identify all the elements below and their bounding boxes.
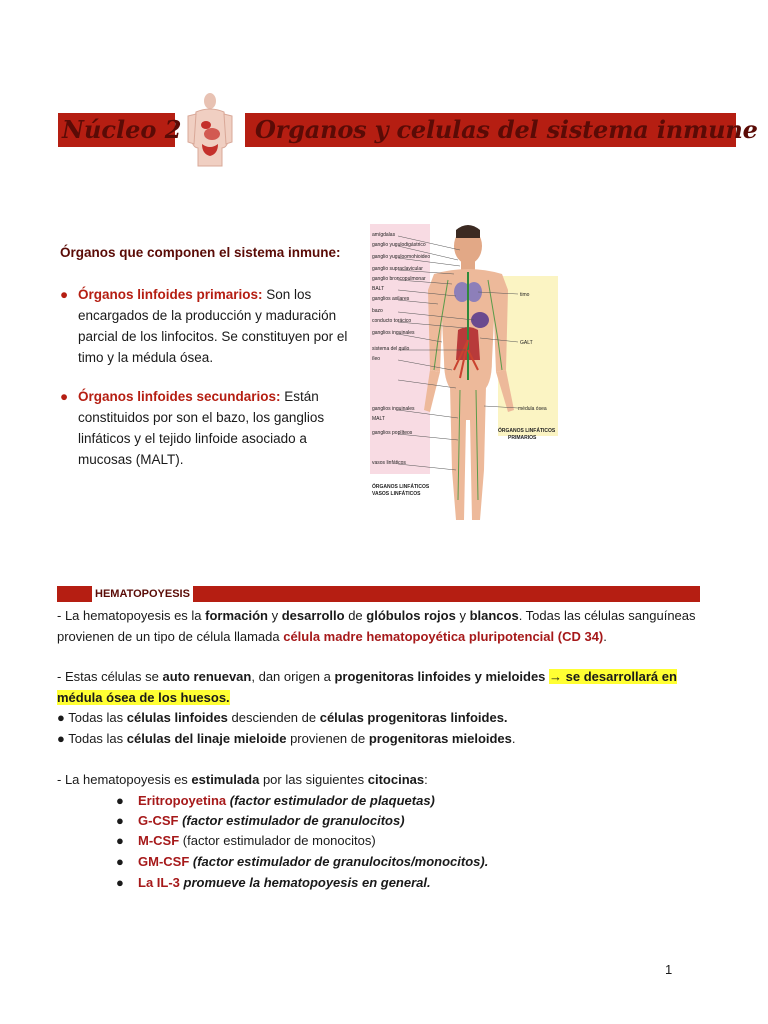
svg-text:BALT: BALT — [372, 286, 385, 292]
text-bold: auto renuevan — [162, 669, 252, 684]
cytokine-desc: (factor estimulador de granulocitos) — [178, 813, 405, 828]
text-bold: blancos — [469, 608, 519, 623]
svg-text:amígdalas: amígdalas — [372, 232, 396, 238]
bullet-dot: ● — [60, 287, 69, 302]
text: y — [455, 608, 470, 623]
cytokine-item — [116, 852, 488, 873]
bullet-secondary-label: Órganos linfoides secundarios: — [78, 389, 281, 404]
cytokine-name: M-CSF — [138, 833, 180, 848]
text: - La hematopoyesis es la — [57, 608, 206, 623]
human-torso-icon — [182, 92, 238, 168]
text: descienden de — [227, 710, 320, 725]
svg-text:bazo: bazo — [372, 308, 383, 314]
bullet-dot: ● — [116, 813, 124, 828]
cytokine-desc: (factor estimulador de plaquetas) — [226, 793, 435, 808]
cytokine-name: GM-CSF — [138, 854, 190, 869]
cytokine-item — [116, 811, 405, 832]
text-bold: células del linaje mieloide — [126, 731, 287, 746]
text-bold: estimulada — [191, 772, 260, 787]
text-bold: progenitoras mieloides — [368, 731, 512, 746]
text-bold: células linfoides — [126, 710, 228, 725]
text-bold: formación — [205, 608, 268, 623]
svg-text:ganglios inguinales: ganglios inguinales — [372, 330, 415, 336]
bullet-dot: ● — [116, 854, 124, 869]
svg-text:GALT: GALT — [520, 340, 533, 346]
text: . Todas las células sanguíneas provienen de un tipo de célula llamada — [57, 608, 696, 644]
text: por las siguientes — [259, 772, 368, 787]
intro-heading: Órganos que componen el sistema inmune: — [60, 245, 341, 260]
cytokine-desc: (factor estimulador de granulocitos/monocitos). — [189, 854, 489, 869]
paragraph-renewal — [57, 667, 707, 708]
page-number: 1 — [665, 962, 673, 977]
bullet-secondary-text: Están constituidos por son el bazo, los ganglios linfáticos y el tejido linfoide asociado a mucosas (MALT). — [78, 389, 325, 467]
svg-text:ganglio supraclavicular: ganglio supraclavicular — [372, 266, 423, 272]
svg-text:MALT: MALT — [372, 416, 385, 422]
svg-text:ganglios axilares: ganglios axilares — [372, 296, 410, 302]
text: - La hematopoyesis es — [57, 772, 192, 787]
text: . — [511, 731, 516, 746]
svg-text:ganglios inguinales: ganglios inguinales — [372, 406, 415, 412]
bullet-dot: ● — [60, 389, 69, 404]
text: ● Todas las — [57, 710, 127, 725]
cytokine-item — [116, 791, 435, 812]
svg-text:PRIMARIOS: PRIMARIOS — [508, 435, 537, 441]
paragraph-definition — [57, 606, 707, 647]
text-bold: células progenitoras linfoides. — [319, 710, 508, 725]
svg-text:ganglio broncopulmonar: ganglio broncopulmonar — [372, 276, 426, 282]
text: : — [424, 772, 428, 787]
bullet-primary-text: Son los encargados de la producción y maduración parcial de los linfocitos. Se constituyen por el timo y la médula ósea. — [78, 287, 348, 365]
cytokine-name: G-CSF — [138, 813, 179, 828]
svg-text:ÓRGANOS LINFÁTICOS: ÓRGANOS LINFÁTICOS — [498, 428, 556, 434]
section-heading: HEMATOPOYESIS — [92, 586, 193, 602]
highlighted-text: → se desarrollará en médula ósea de los huesos. — [57, 669, 677, 705]
svg-text:ÓRGANOS LINFÁTICOS: ÓRGANOS LINFÁTICOS — [372, 484, 430, 490]
bullet-primary-label: Órganos linfoides primarios: — [78, 287, 263, 302]
nucleo-title: Núcleo 2 — [62, 115, 182, 144]
text: y — [267, 608, 282, 623]
text: - Estas células se — [57, 669, 163, 684]
text: . — [603, 628, 607, 644]
svg-text:ganglios poplíteos: ganglios poplíteos — [372, 430, 413, 436]
bullet-secondary — [60, 386, 360, 470]
svg-text:timo: timo — [520, 292, 530, 298]
bullet-dot: ● — [116, 833, 124, 848]
text: , dan origen a — [251, 669, 335, 684]
text: ● Todas las — [57, 731, 127, 746]
text-bold: desarrollo — [281, 608, 345, 623]
stem-cell-term: célula madre hematopoyética pluripotencial (CD 34) — [283, 628, 604, 644]
svg-text:médula ósea: médula ósea — [518, 406, 547, 412]
svg-text:ganglio yuguloomohioideo: ganglio yuguloomohioideo — [372, 254, 431, 260]
svg-text:VASOS LINFÁTICOS: VASOS LINFÁTICOS — [372, 491, 421, 497]
svg-text:ganglio yugulodigástrico: ganglio yugulodigástrico — [372, 242, 426, 248]
cytokine-desc: promueve la hematopoyesis en general. — [179, 875, 431, 890]
cytokine-item — [116, 831, 376, 852]
text-bold: glóbulos rojos — [366, 608, 456, 623]
bullet-dot: ● — [116, 793, 124, 808]
text: provienen de — [286, 731, 369, 746]
bullet-primary — [60, 284, 360, 368]
cytokine-name: Eritropoyetina — [138, 793, 227, 808]
text-bold: progenitoras linfoides y mieloides — [334, 669, 546, 684]
svg-text:vasos linfáticos: vasos linfáticos — [372, 460, 406, 466]
paragraph-myeloid — [57, 729, 707, 750]
cytokine-name: La IL-3 — [138, 875, 180, 890]
paragraph-lymphoid — [57, 708, 707, 729]
bullet-dot: ● — [116, 875, 124, 890]
text: de — [344, 608, 367, 623]
text-bold: citocinas — [367, 772, 425, 787]
paragraph-cytokines-intro — [57, 770, 707, 791]
svg-text:íleo: íleo — [372, 356, 381, 362]
lymphatic-system-figure — [368, 220, 568, 538]
cytokine-desc: (factor estimulador de monocitos) — [179, 833, 376, 848]
svg-text:conducto torácico: conducto torácico — [372, 318, 412, 324]
svg-text:sistema del quilo: sistema del quilo — [372, 346, 410, 352]
section-title: Organos y celulas del sistema inmune — [255, 115, 758, 144]
cytokine-item — [116, 873, 431, 894]
